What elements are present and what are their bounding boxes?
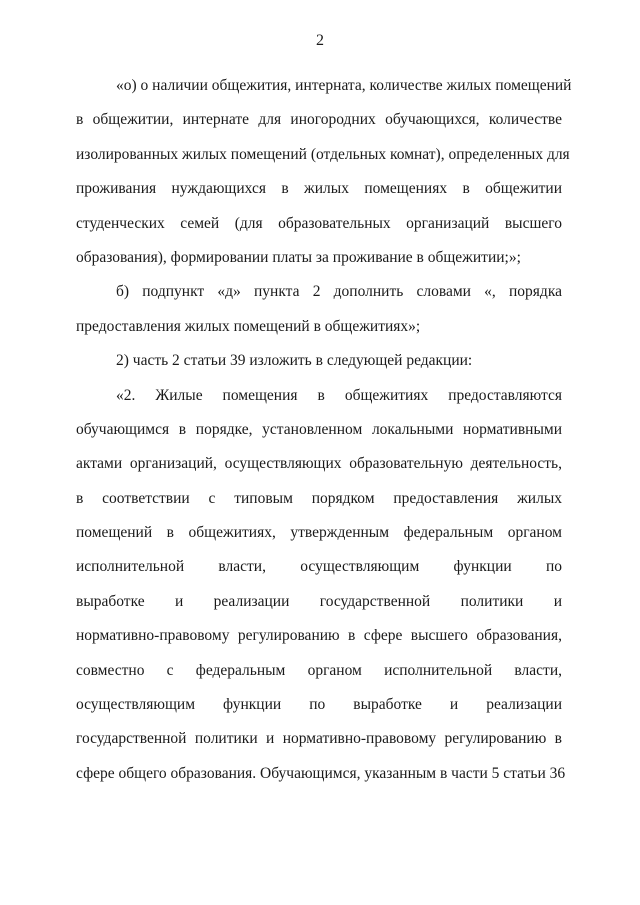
text-line: государственной политики и нормативно-правовому регулированию в bbox=[76, 730, 562, 748]
text-line: б) подпункт «д» пункта 2 дополнить словами «, порядка bbox=[116, 283, 562, 301]
text-line: исполнительной власти, осуществляющим функции по bbox=[76, 558, 562, 576]
text-line: в соответствии с типовым порядком предоставления жилых bbox=[76, 489, 562, 507]
page-number: 2 bbox=[316, 32, 324, 49]
text-line: предоставления жилых помещений в общежитиях»; bbox=[76, 317, 421, 335]
text-line: актами организаций, осуществляющих образовательную деятельность, bbox=[76, 455, 562, 473]
text-line: сфере общего образования. Обучающимся, указанным в части 5 статьи 36 bbox=[76, 764, 566, 782]
text-line: в общежитии, интернате для иногородних обучающихся, количестве bbox=[76, 111, 562, 129]
text-line: «2. Жилые помещения в общежитиях предоставляются bbox=[116, 386, 562, 404]
text-line: выработке и реализации государственной политики и bbox=[76, 592, 562, 610]
text-line: 2) часть 2 статьи 39 изложить в следующей редакции: bbox=[116, 352, 473, 370]
text-line: совместно с федеральным органом исполнительной власти, bbox=[76, 661, 562, 679]
text-line: образования), формировании платы за проживание в общежитии;»; bbox=[76, 248, 521, 266]
text-line: нормативно-правовому регулированию в сфере высшего образования, bbox=[76, 627, 562, 645]
text-line: проживания нуждающихся в жилых помещениях в общежитии bbox=[76, 180, 562, 198]
text-line: изолированных жилых помещений (отдельных комнат), определенных для bbox=[76, 145, 570, 163]
text-line: помещений в общежитиях, утвержденным федеральным органом bbox=[76, 524, 562, 542]
text-line: осуществляющим функции по выработке и реализации bbox=[76, 696, 562, 714]
text-line: «о) о наличии общежития, интерната, количестве жилых помещений bbox=[116, 77, 572, 94]
text-line: студенческих семей (для образовательных организаций высшего bbox=[76, 214, 562, 232]
text-line: обучающимся в порядке, установленном локальными нормативными bbox=[76, 420, 562, 438]
document-body bbox=[76, 69, 572, 791]
